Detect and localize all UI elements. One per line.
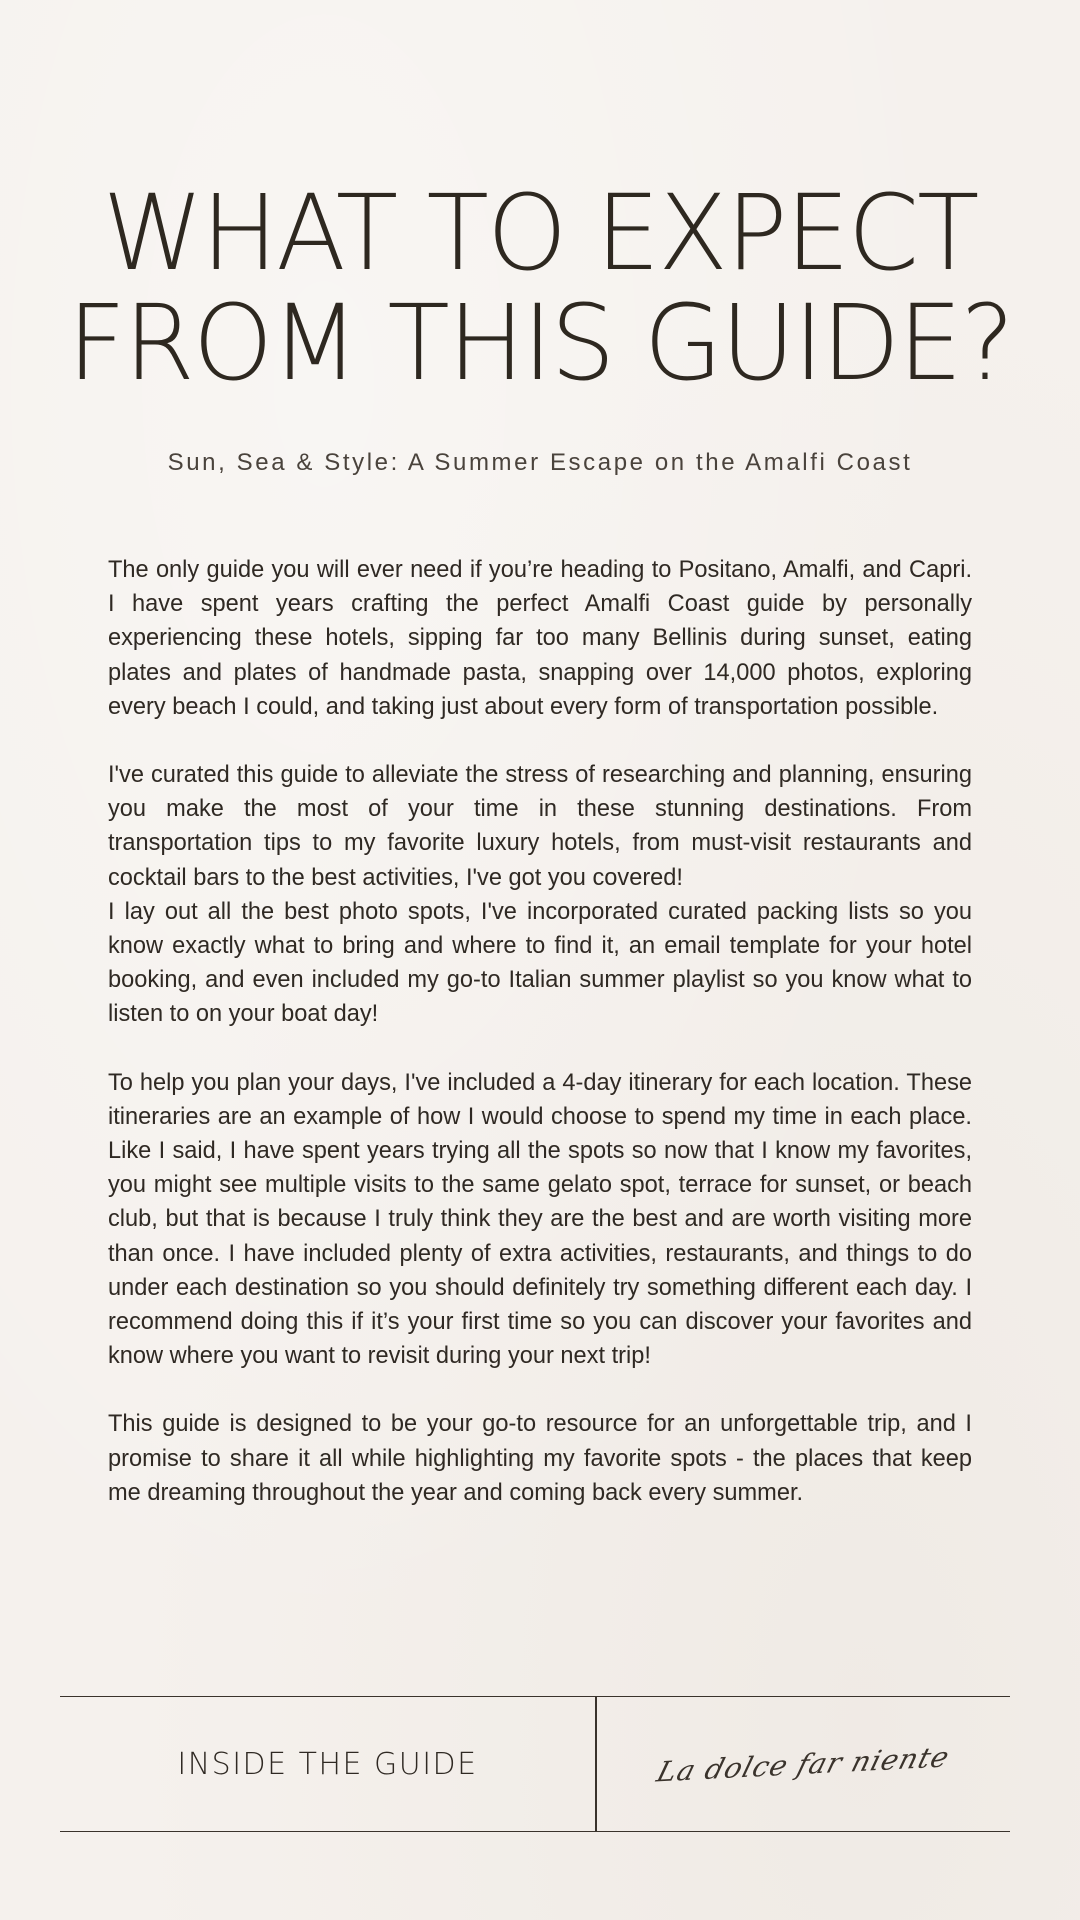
footer-banner xyxy=(60,1696,1010,1832)
page-subtitle: Sun, Sea & Style: A Summer Escape on the Amalfi Coast xyxy=(167,449,913,476)
paragraph-intro: The only guide you will ever need if you’re heading to Positano, Amalfi, and Capri. I have spent years crafting the perfect Amalfi Coast guide by personally experiencing these hotels, sipping far too many Bellinis during sunset, eating plates and plates of handmade pasta, snapping over 14,000 photos, exploring every beach I could, and taking just about every form of transportation possible. xyxy=(108,557,972,720)
paragraph-itinerary: To help you plan your days, I've included a 4-day itinerary for each location. These itineraries are an example of how I would choose to spend my time in each place. Like I said, I have spent years trying all the spots so now that I know my favorites, you might see multiple visits to the same gelato spot, terrace for sunset, or beach club, but that is because I truly think they are the best and are worth visiting more than once. I have included plenty of extra activities, restaurants, and things to do under each destination so you should definitely try something different each day. I recommend doing this if it’s your first time so you can discover your favorites and know where you want to revisit during your next trip! xyxy=(108,1069,972,1370)
inside-the-guide-label: INSIDE THE GUIDE xyxy=(177,1746,478,1782)
script-tagline-text: La dolce far niente xyxy=(653,1740,954,1788)
paragraph-curated: I've curated this guide to alleviate the stress of researching and planning, ensuring you make the most of your time in these stunning destinations. From transportation tips to my favorite luxury hotels, from must-visit restaurants and cocktail bars to the best activities, I've got you covered! xyxy=(108,762,972,891)
page-title xyxy=(11,172,1069,404)
paragraph-photo-spots: I lay out all the best photo spots, I've incorporated curated packing lists so you know exactly what to bring and where to find it, an email template for your hotel booking, and even included my go-to Italian summer playlist so you know what to listen to on your boat day! xyxy=(108,898,972,1028)
title-line-2: FROM THIS GUIDE? xyxy=(67,282,1013,404)
script-tagline xyxy=(597,1697,1010,1831)
paragraph-closing: This guide is designed to be your go-to resource for an unforgettable trip, and I promise to share it all while highlighting my favorite spots - the places that keep me dreaming throughout the year and coming back every summer. xyxy=(108,1411,972,1506)
guide-body-text xyxy=(108,553,972,1544)
title-line-1: WHAT TO EXPECT xyxy=(102,172,978,294)
